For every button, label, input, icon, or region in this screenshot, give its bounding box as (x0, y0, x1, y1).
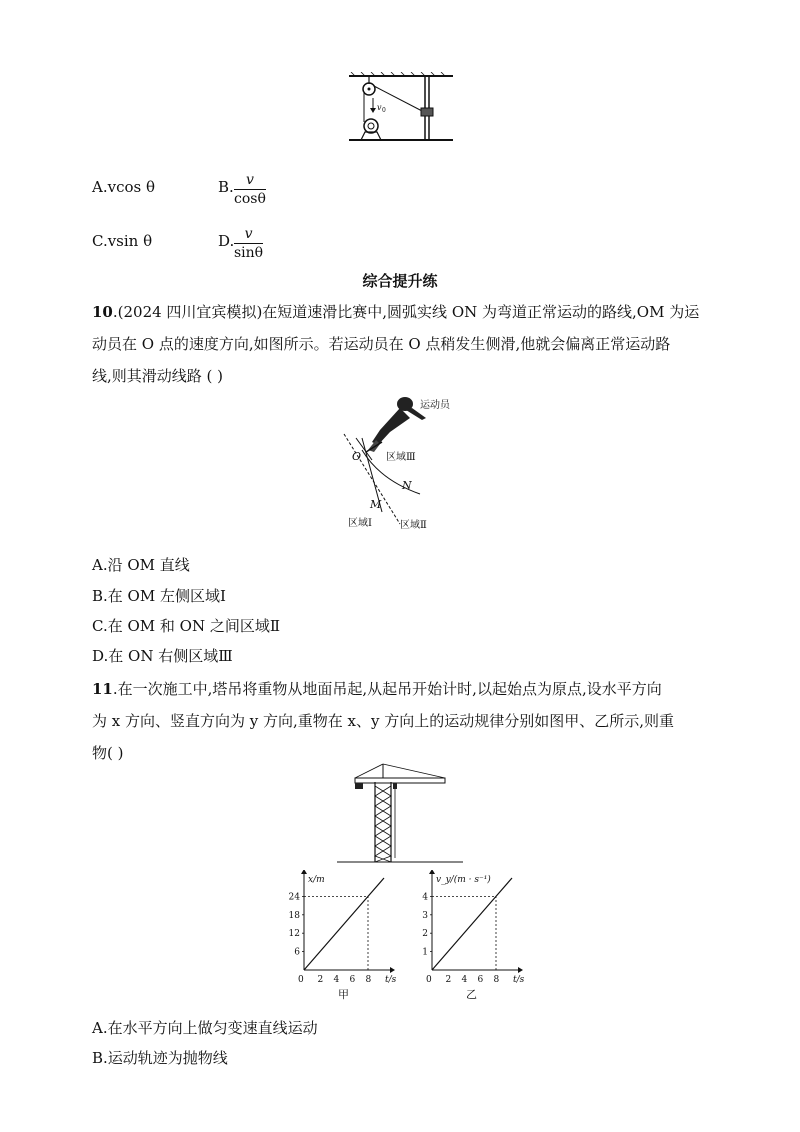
q9-option-d-prefix[interactable]: D. (218, 232, 235, 250)
svg-text:运动员: 运动员 (420, 400, 450, 411)
svg-text:M: M (370, 498, 382, 511)
chart-caption: 甲 (338, 988, 349, 1000)
q10-option-d[interactable]: D.在 ON 右侧区域Ⅲ (92, 647, 233, 665)
q11-option-b[interactable]: B.运动轨迹为抛物线 (92, 1049, 228, 1067)
q9-option-b-prefix[interactable]: B. (218, 178, 234, 196)
q9-option-b-fraction: v cosθ (234, 172, 266, 207)
x-axis-arrow (518, 967, 523, 973)
q9-option-d-fraction: v sinθ (234, 226, 264, 261)
q9-figure (345, 72, 457, 144)
y-axis-arrow (301, 870, 307, 874)
q9-option-a[interactable]: A.vcos θ (92, 178, 156, 196)
y-axis-label: x/m (308, 875, 325, 885)
q10-option-b[interactable]: B.在 OM 左侧区域Ⅰ (92, 587, 226, 605)
q10-number: 10 (92, 303, 113, 321)
q10-line-1: 10.(2024 四川宜宾模拟)在短道速滑比赛中,圆弧实线 ON 为弯道正常运动的路线,OM 为运 (92, 303, 700, 321)
y-tick-label: 6 (294, 947, 300, 958)
y-tick-label: 2 (422, 929, 428, 940)
svg-text:区域Ⅲ: 区域Ⅲ (386, 452, 416, 463)
q11-option-a[interactable]: A.在水平方向上做匀变速直线运动 (92, 1019, 318, 1037)
x-tick-label: 2 (445, 975, 452, 985)
x-axis-label: t/s (513, 975, 525, 985)
y-tick-label: 12 (288, 929, 300, 940)
q9-v0-label: v (377, 103, 382, 112)
y-tick-label: 3 (422, 910, 428, 921)
skater-figure (366, 397, 426, 452)
q10-figure (340, 390, 460, 530)
section-title: 综合提升练 (362, 272, 438, 290)
x-tick-label: 0 (426, 975, 432, 985)
chart-jia (280, 870, 398, 1000)
x-tick-label: 0 (298, 975, 304, 985)
y-axis-arrow (429, 870, 435, 874)
q10-option-c[interactable]: C.在 OM 和 ON 之间区域Ⅱ (92, 617, 281, 635)
y-tick-label: 18 (288, 910, 300, 921)
x-axis-arrow (390, 967, 395, 973)
svg-text:N: N (402, 479, 412, 492)
q11-line-3: 物( ) (92, 744, 124, 762)
y-axis-label: v_y/(m · s⁻¹) (436, 875, 491, 885)
q10-line-3: 线,则其滑动线路 ( ) (92, 367, 224, 385)
x-tick-label: 6 (349, 975, 356, 985)
q9-option-c[interactable]: C.vsin θ (92, 232, 153, 250)
x-tick-label: 2 (317, 975, 324, 985)
series-line (432, 878, 512, 970)
x-tick-label: 6 (477, 975, 484, 985)
svg-text:O: O (352, 450, 362, 463)
svg-text:区域Ⅰ: 区域Ⅰ (348, 518, 372, 529)
chart-yi (408, 870, 526, 1000)
q11-line-2: 为 x 方向、竖直方向为 y 方向,重物在 x、y 方向上的运动规律分别如图甲、乙所示,则重 (92, 712, 675, 730)
q11-number: 11 (92, 680, 113, 698)
x-tick-label: 8 (493, 975, 500, 985)
svg-text:区域Ⅱ: 区域Ⅱ (400, 520, 427, 530)
q10-line-2: 动员在 O 点的速度方向,如图所示。若运动员在 O 点稍发生侧滑,他就会偏离正常运动路 (92, 335, 671, 353)
y-tick-label: 4 (422, 892, 428, 903)
x-tick-label: 4 (461, 975, 468, 985)
y-tick-label: 24 (288, 892, 300, 903)
q11-line-1: 11.在一次施工中,塔吊将重物从地面吊起,从起吊开始计时,以起始点为原点,设水平方向 (92, 680, 662, 698)
svg-text:0: 0 (382, 107, 386, 114)
chart-caption: 乙 (466, 988, 477, 1000)
x-tick-label: 8 (365, 975, 372, 985)
series-line (304, 878, 384, 970)
q11-crane-figure (335, 762, 465, 866)
x-axis-label: t/s (385, 975, 397, 985)
y-tick-label: 1 (422, 947, 428, 958)
x-tick-label: 4 (333, 975, 340, 985)
q10-option-a[interactable]: A.沿 OM 直线 (92, 556, 190, 574)
